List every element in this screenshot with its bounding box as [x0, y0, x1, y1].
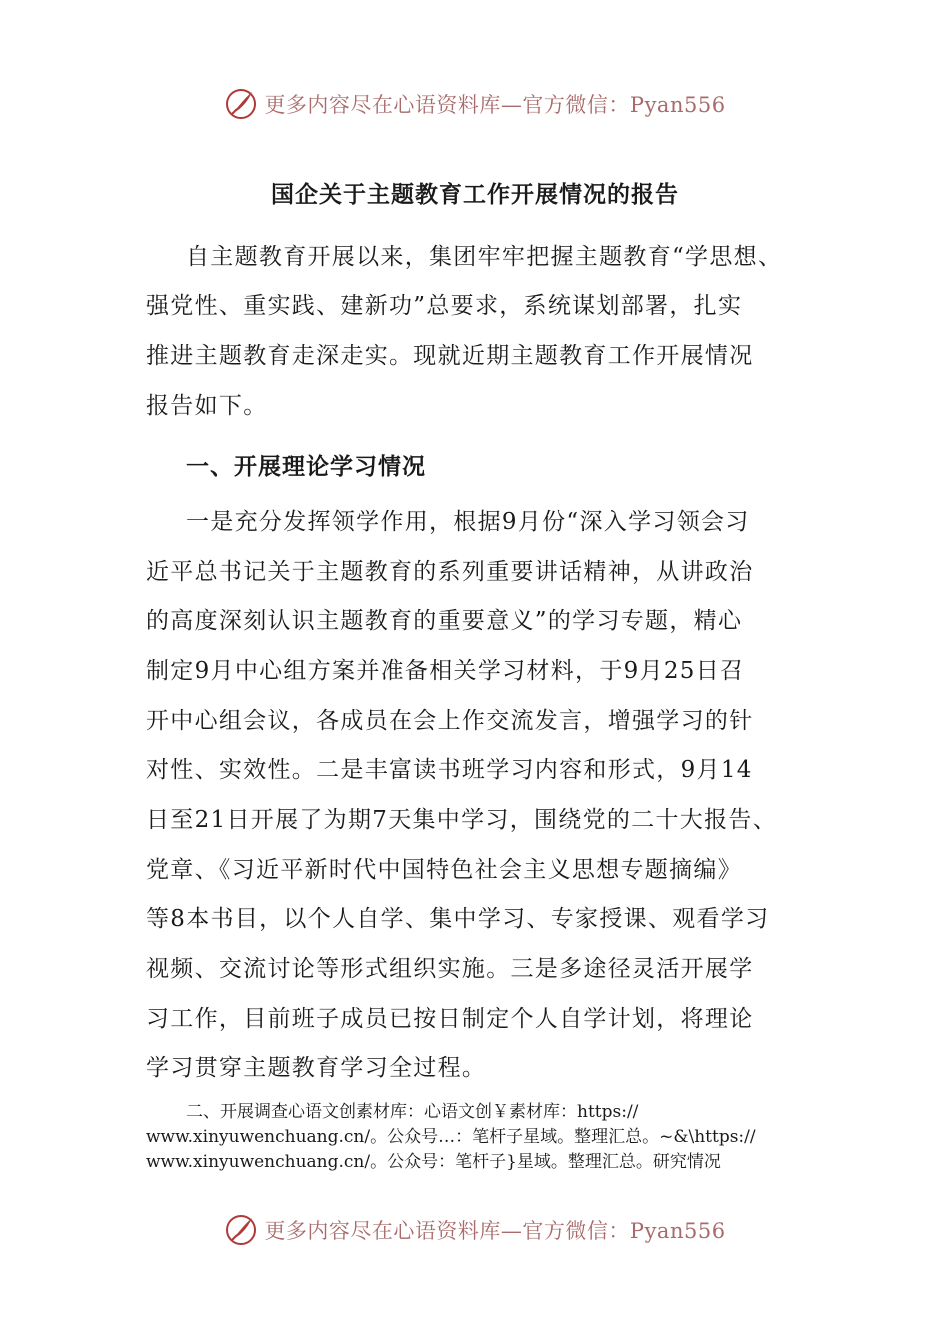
footer-banner — [0, 1208, 950, 1252]
banner-text: 更多内容尽在心语资料库—官方微信：Pyan556 — [264, 1219, 726, 1243]
body-line-3: 的高度深刻认识主题教育的重要意义”的学习专题，精心 — [146, 608, 743, 634]
intro-line-1: 自主题教育开展以来，集团牢牢把握主题教育“学思想、 — [186, 244, 783, 270]
banner-text: 更多内容尽在心语资料库—官方微信：Pyan556 — [264, 93, 726, 117]
section-heading: 一、开展理论学习情况 — [186, 454, 426, 480]
intro-line-4: 报告如下。 — [146, 393, 268, 419]
body-line-1: 一是充分发挥领学作用，根据9月份“深入学习领会习 — [186, 509, 750, 535]
body-line-4: 制定9月中心组方案并准备相关学习材料，于9月25日召 — [146, 658, 745, 684]
body-line-2: 近平总书记关于主题教育的系列重要讲话精神，从讲政治 — [146, 559, 754, 585]
header-banner — [0, 82, 950, 126]
footer-line-2: www.xinyuwenchuang.cn/。公众号…：笔杆子星域。整理汇总。~&\https:// — [146, 1127, 756, 1147]
body-line-10: 视频、交流讨论等形式组织实施。三是多途径灵活开展学 — [146, 956, 754, 982]
body-line-11: 习工作，目前班子成员已按日制定个人自学计划，将理论 — [146, 1006, 754, 1032]
document-title: 国企关于主题教育工作开展情况的报告 — [271, 182, 679, 208]
footer-line-3: www.xinyuwenchuang.cn/。公众号：笔杆子}星域。整理汇总。研究情况 — [146, 1152, 721, 1172]
body-line-9: 等8本书目，以个人自学、集中学习、专家授课、观看学习 — [146, 906, 770, 932]
body-line-12: 学习贯穿主题教育学习全过程。 — [146, 1055, 487, 1081]
intro-line-2: 强党性、重实践、建新功”总要求，系统谋划部署，扎实 — [146, 293, 743, 319]
footer-line-1: 二、开展调查心语文创素材库：心语文创￥素材库：https:// — [186, 1102, 639, 1122]
intro-line-3: 推进主题教育走深走实。现就近期主题教育工作开展情况 — [146, 343, 754, 369]
quill-pen-icon — [224, 1213, 258, 1247]
body-line-6: 对性、实效性。二是丰富读书班学习内容和形式，9月14 — [146, 757, 753, 783]
body-line-8: 党章、《习近平新时代中国特色社会主义思想专题摘编》 — [146, 857, 742, 883]
body-line-7: 日至21日开展了为期7天集中学习，围绕党的二十大报告、 — [146, 807, 777, 833]
body-line-5: 开中心组会议，各成员在会上作交流发言，增强学习的针 — [146, 708, 754, 734]
quill-pen-icon — [224, 87, 258, 121]
